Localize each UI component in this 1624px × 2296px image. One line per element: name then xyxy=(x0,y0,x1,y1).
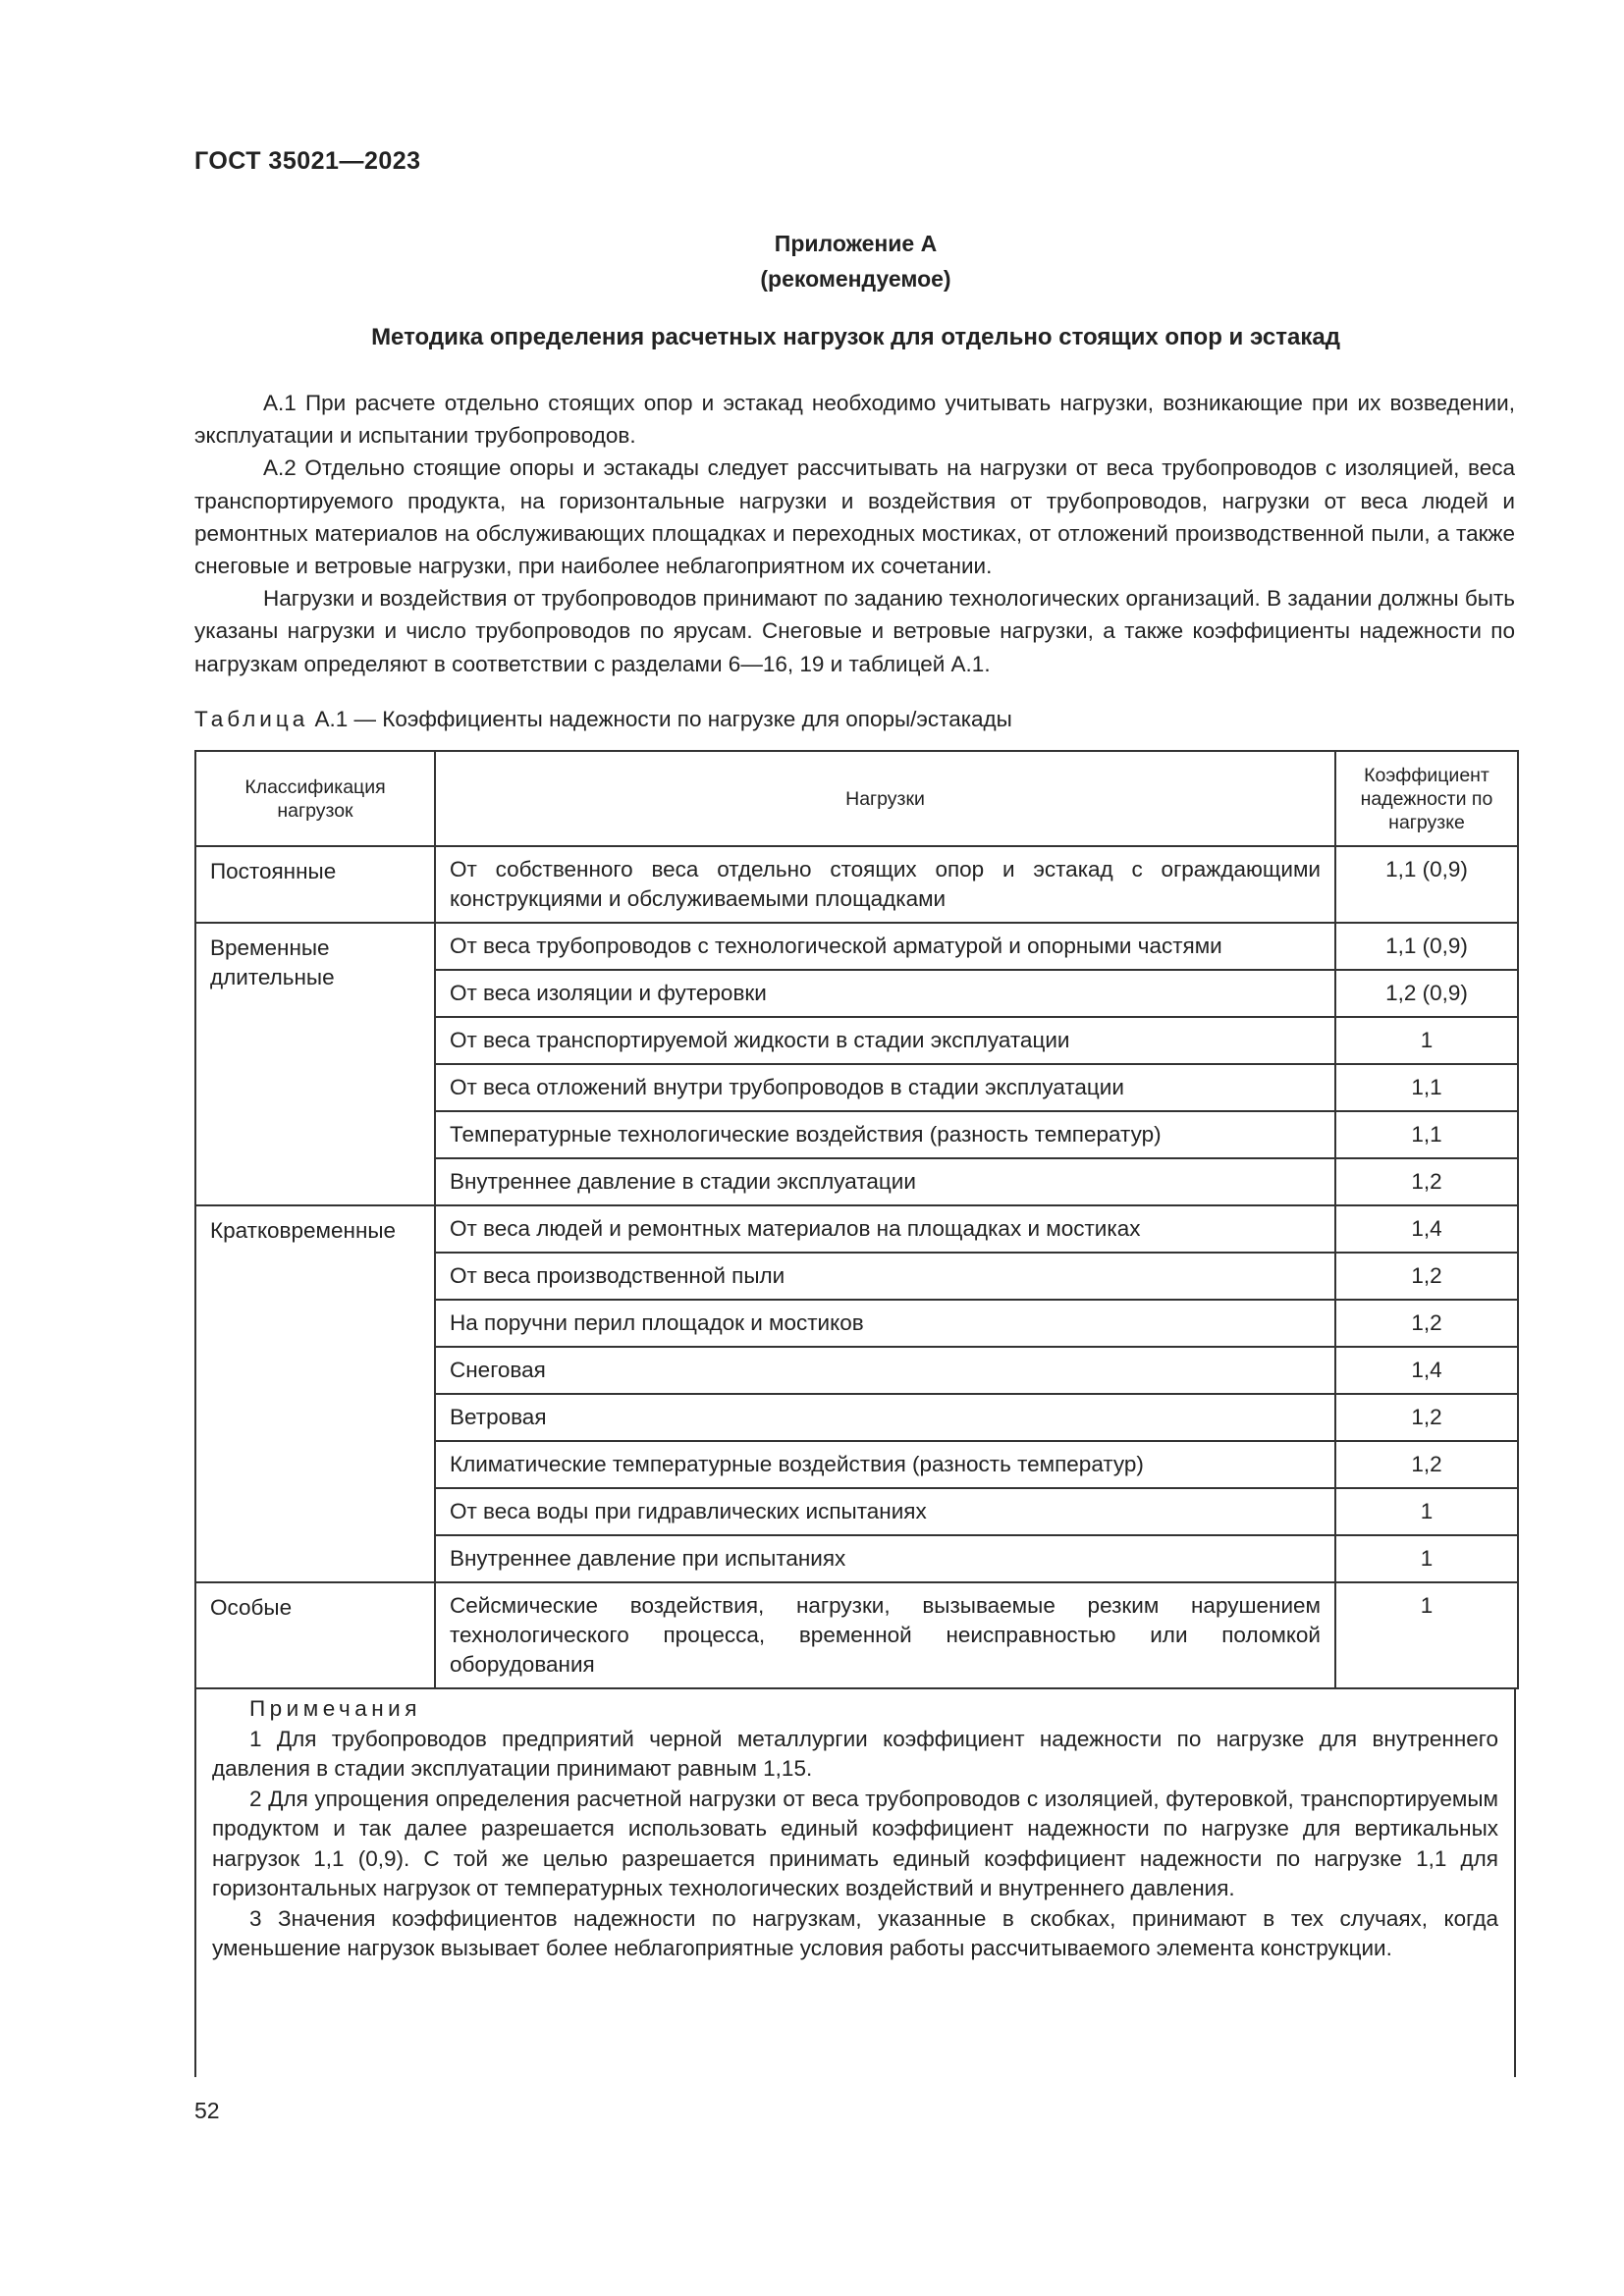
header-classification: Классификация нагрузок xyxy=(195,751,435,846)
coefficient-cell: 1,2 (0,9) xyxy=(1335,970,1518,1017)
coefficient-cell: 1,2 xyxy=(1335,1300,1518,1347)
table-row xyxy=(195,923,1518,970)
table-notes xyxy=(194,1688,1516,2077)
paragraph-loads: Нагрузки и воздействия от трубопроводов принимают по заданию технологических организаций. В задании должны быть указаны нагрузки и число трубопроводов по ярусам. Снеговые и ветровые нагрузки, а также коэффициенты надежности по нагрузкам определяют в соответствии с разделами 6—16, 19 и таблицей А.1. xyxy=(194,586,1515,676)
load-cell: От веса изоляции и футеровки xyxy=(435,970,1335,1017)
classification-cell: Особые xyxy=(195,1582,435,1688)
appendix-heading xyxy=(194,226,1517,296)
page-number: 52 xyxy=(194,2098,220,2123)
note-item: 3 Значения коэффициентов надежности по нагрузкам, указанные в скобках, принимают в тех случаях, когда уменьшение нагрузок вызывает более неблагоприятные условия работы рассчитываемого элемента конструкции. xyxy=(212,1905,1498,1960)
coefficient-cell: 1,2 xyxy=(1335,1394,1518,1441)
load-cell: От веса отложений внутри трубопроводов в стадии эксплуатации xyxy=(435,1064,1335,1111)
document-code: ГОСТ 35021—2023 xyxy=(194,147,421,175)
coefficient-cell: 1 xyxy=(1335,1017,1518,1064)
header-loads: Нагрузки xyxy=(435,751,1335,846)
appendix-label: Приложение А xyxy=(774,231,938,256)
coefficient-cell: 1,4 xyxy=(1335,1205,1518,1253)
load-cell: От веса воды при гидравлических испытаниях xyxy=(435,1488,1335,1535)
coefficient-cell: 1 xyxy=(1335,1535,1518,1582)
classification-cell: Временные длительные xyxy=(195,923,435,1205)
header-coefficient: Коэффициент надежности по нагрузке xyxy=(1335,751,1518,846)
coefficient-cell: 1,1 xyxy=(1335,1064,1518,1111)
body-text xyxy=(194,387,1515,680)
appendix-status: (рекомендуемое) xyxy=(760,266,951,292)
appendix-title: Методика определения расчетных нагрузок для отдельно стоящих опор и эстакад xyxy=(371,324,1340,350)
coefficient-cell: 1 xyxy=(1335,1582,1518,1688)
load-cell: Внутреннее давление в стадии эксплуатации xyxy=(435,1158,1335,1205)
coefficient-cell: 1 xyxy=(1335,1488,1518,1535)
load-cell: От веса производственной пыли xyxy=(435,1253,1335,1300)
load-coefficient-table xyxy=(194,750,1519,1689)
load-cell: Ветровая xyxy=(435,1394,1335,1441)
coefficient-cell: 1,1 (0,9) xyxy=(1335,923,1518,970)
coefficient-cell: 1,1 xyxy=(1335,1111,1518,1158)
table-caption-text: А.1 — Коэффициенты надежности по нагрузке для опоры/эстакады xyxy=(314,707,1012,731)
coefficient-cell: 1,2 xyxy=(1335,1158,1518,1205)
load-cell: На поручни перил площадок и мостиков xyxy=(435,1300,1335,1347)
coefficient-cell: 1,1 (0,9) xyxy=(1335,846,1518,923)
load-cell: Внутреннее давление при испытаниях xyxy=(435,1535,1335,1582)
paragraph-a1: А.1 При расчете отдельно стоящих опор и эстакад необходимо учитывать нагрузки, возникающие при их возведении, эксплуатации и испытании трубопроводов. xyxy=(194,391,1515,449)
table-row xyxy=(195,1205,1518,1253)
table-body xyxy=(195,846,1518,1688)
table-caption-prefix: Таблица xyxy=(194,707,309,731)
table-caption xyxy=(194,707,1012,732)
load-cell: От веса транспортируемой жидкости в стадии эксплуатации xyxy=(435,1017,1335,1064)
classification-cell: Постоянные xyxy=(195,846,435,923)
table-row xyxy=(195,1582,1518,1688)
note-item: 2 Для упрощения определения расчетной нагрузки от веса трубопроводов с изоляцией, футеровкой, транспортируемым продуктом и так далее разрешается использовать единый коэффициент надежности по нагрузке для вертикальных нагрузок 1,1 (0,9). С той же целью разрешается принимать единый коэффициент надежности по нагрузке 1,1 для горизонтальных нагрузок от температурных технологических воздействий и внутреннего давления. xyxy=(212,1786,1498,1900)
coefficient-cell: 1,4 xyxy=(1335,1347,1518,1394)
load-cell: От веса людей и ремонтных материалов на площадках и мостиках xyxy=(435,1205,1335,1253)
coefficient-cell: 1,2 xyxy=(1335,1253,1518,1300)
load-cell: Климатические температурные воздействия (разность температур) xyxy=(435,1441,1335,1488)
notes-heading: Примечания xyxy=(249,1696,421,1721)
note-item: 1 Для трубопроводов предприятий черной металлургии коэффициент надежности по нагрузке для внутреннего давления в стадии эксплуатации принимают равным 1,15. xyxy=(212,1726,1498,1781)
paragraph-a2: А.2 Отдельно стоящие опоры и эстакады следует рассчитывать на нагрузки от веса трубопроводов с изоляцией, веса транспортируемого продукта, на горизонтальные нагрузки и воздействия от трубопроводов, нагрузки от веса людей и ремонтных материалов на обслуживающих площадках и переходных мостиках, от отложений производственной пыли, а также снеговые и ветровые нагрузки, при наиболее неблагоприятном их сочетании. xyxy=(194,455,1515,579)
classification-cell: Кратковременные xyxy=(195,1205,435,1582)
table-header-row xyxy=(195,751,1518,846)
table-row xyxy=(195,846,1518,923)
load-cell: Сейсмические воздействия, нагрузки, вызываемые резким нарушением технологического процесса, временной неисправностью или поломкой оборудования xyxy=(435,1582,1335,1688)
load-cell: Снеговая xyxy=(435,1347,1335,1394)
load-cell: Температурные технологические воздействия (разность температур) xyxy=(435,1111,1335,1158)
load-cell: От веса трубопроводов с технологической арматурой и опорными частями xyxy=(435,923,1335,970)
coefficient-cell: 1,2 xyxy=(1335,1441,1518,1488)
load-cell: От собственного веса отдельно стоящих опор и эстакад с ограждающими конструкциями и обслуживаемыми площадками xyxy=(435,846,1335,923)
